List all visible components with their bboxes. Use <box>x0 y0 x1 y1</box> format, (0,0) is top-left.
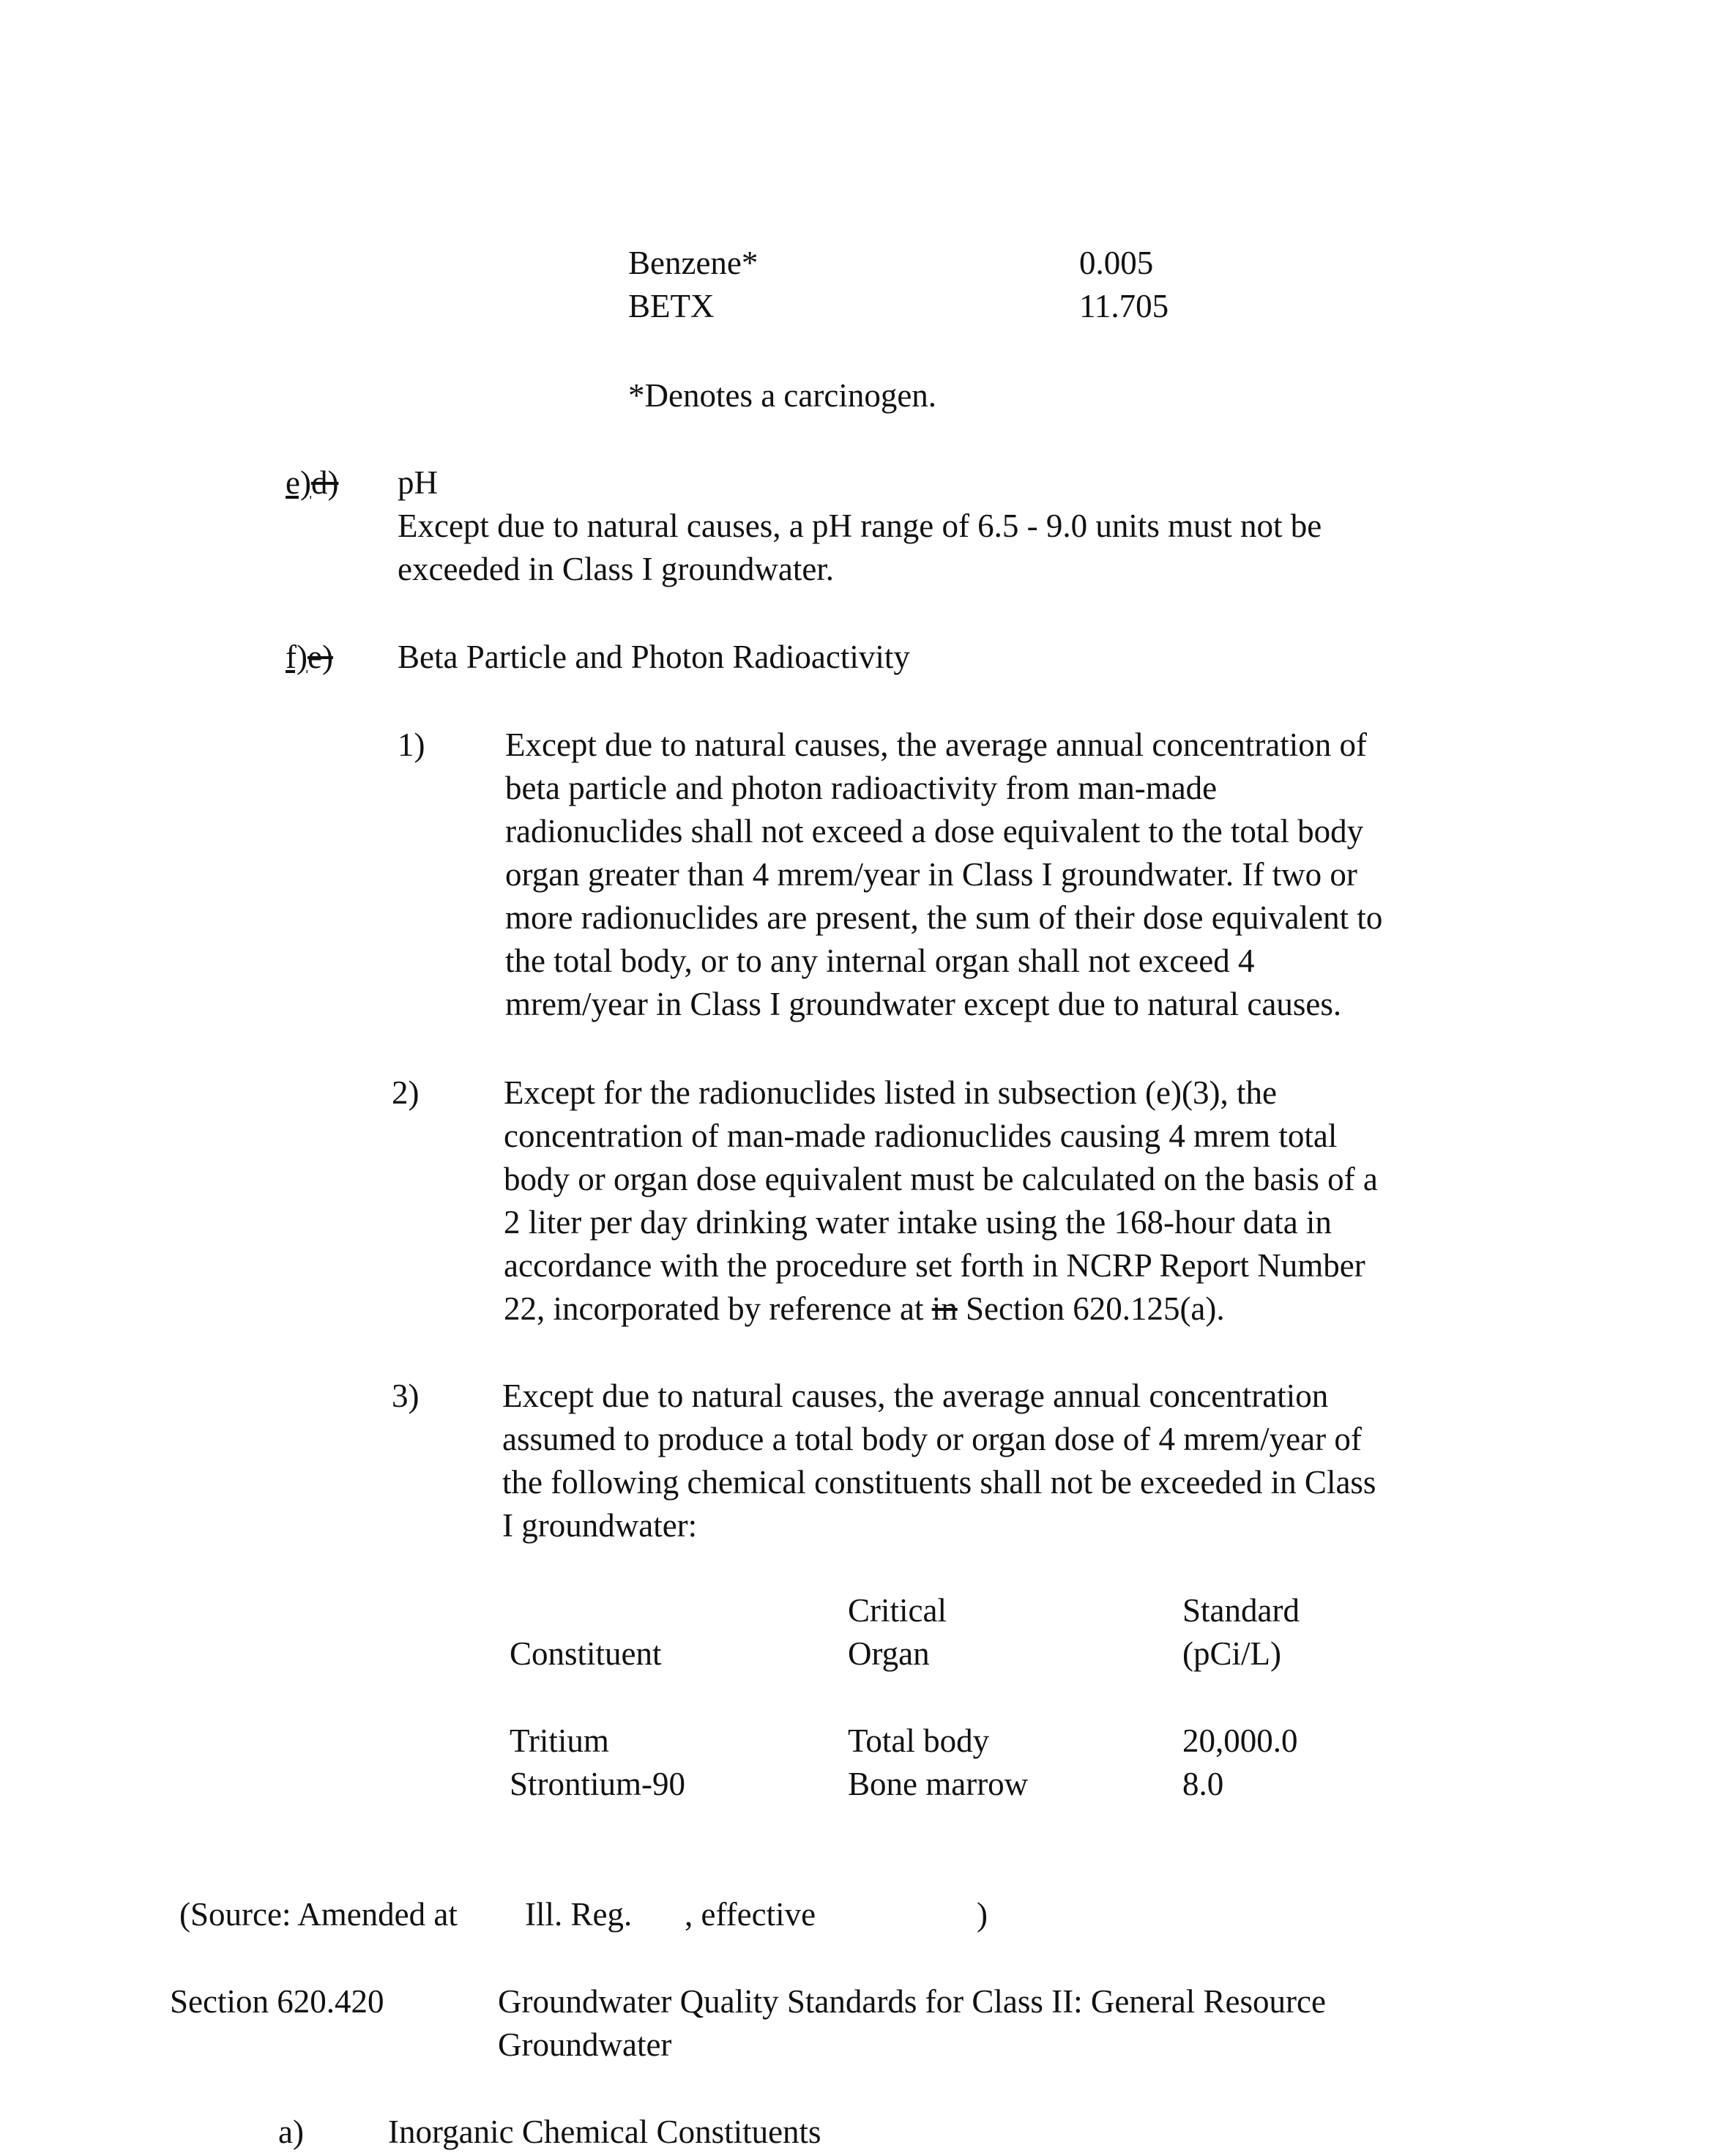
paragraph-line: the total body, or to any internal organ shall not exceed 4 <box>505 943 1255 979</box>
list-number: 2) <box>392 1074 420 1111</box>
line-start: 22, incorporated by reference at <box>504 1290 932 1327</box>
paragraph-line: more radionuclides are present, the sum of their dose equivalent to <box>505 899 1383 936</box>
list-number: 3) <box>392 1378 420 1414</box>
source-note-part3: , effective <box>685 1896 816 1933</box>
constituent-name: Benzene* <box>628 245 758 281</box>
table-cell-organ: Total body <box>848 1722 990 1759</box>
table-header-organ-line1: Critical <box>848 1592 947 1629</box>
section-title: pH <box>398 464 438 501</box>
section-heading-line: Groundwater <box>498 2026 672 2063</box>
paragraph <box>505 724 1382 1026</box>
new-label: f) <box>286 639 308 675</box>
paragraph-line: beta particle and photon radioactivity from man-made <box>505 770 1218 806</box>
struck-word: in <box>931 1290 958 1327</box>
source-note-part4: ) <box>977 1896 988 1933</box>
section-number: Section 620.420 <box>170 1983 384 2020</box>
list-number: 1) <box>398 726 425 763</box>
paragraph-line: accordance with the procedure set forth in NCRP Report Number <box>504 1247 1365 1284</box>
constituent-value: 11.705 <box>1079 288 1169 324</box>
table-header-constituent: Constituent <box>510 1635 662 1672</box>
paragraph-line: radionuclides shall not exceed a dose equivalent to the total body <box>505 813 1364 850</box>
paragraph-line: the following chemical constituents shall not be exceeded in Class <box>502 1464 1376 1501</box>
table-row <box>628 242 758 285</box>
carcinogen-footnote: *Denotes a carcinogen. <box>628 377 937 414</box>
table-cell-constituent: Strontium-90 <box>510 1766 686 1802</box>
line-end: Section 620.125(a). <box>957 1290 1225 1327</box>
table-header-standard-line2: (pCi/L) <box>1182 1635 1281 1672</box>
constituent-name: BETX <box>628 288 715 324</box>
paragraph-line: I groundwater: <box>502 1507 698 1544</box>
paragraph-line: Except for the radionuclides listed in subsection (e)(3), the <box>504 1074 1277 1111</box>
table-cell-organ: Bone marrow <box>848 1766 1029 1802</box>
new-label: e) <box>286 464 311 501</box>
section-label <box>286 461 338 505</box>
table-cell-constituent: Tritium <box>510 1722 609 1759</box>
paragraph-line: 2 liter per day drinking water intake using the 168-hour data in <box>504 1204 1332 1241</box>
paragraph-line: mrem/year in Class I groundwater except due to natural causes. <box>505 986 1342 1022</box>
paragraph-line: Except due to natural causes, a pH range of 6.5 - 9.0 units must not be <box>398 508 1322 544</box>
paragraph-line: Except due to natural causes, the average annual concentration <box>502 1378 1329 1414</box>
paragraph-line: concentration of man-made radionuclides causing 4 mrem total <box>504 1118 1338 1154</box>
paragraph <box>504 1071 1378 1331</box>
table-header-standard-line1: Standard <box>1182 1592 1300 1629</box>
paragraph-line: exceeded in Class I groundwater. <box>398 551 835 587</box>
paragraph-line: organ greater than 4 mrem/year in Class I groundwater. If two or <box>505 856 1357 893</box>
section-label <box>286 636 333 679</box>
table-header-organ-line2: Organ <box>848 1635 930 1672</box>
table-cell-standard: 20,000.0 <box>1182 1722 1298 1759</box>
source-note-part2: Ill. Reg. <box>525 1896 633 1933</box>
constituent-value: 0.005 <box>1079 245 1154 281</box>
struck-label: d) <box>310 464 339 501</box>
struck-label: e) <box>307 639 333 675</box>
table-cell-standard: 8.0 <box>1182 1766 1224 1802</box>
paragraph-line: body or organ dose equivalent must be calculated on the basis of a <box>504 1161 1378 1197</box>
paragraph-line: assumed to produce a total body or organ dose of 4 mrem/year of <box>502 1421 1362 1457</box>
subsection-title: Inorganic Chemical Constituents <box>388 2114 821 2150</box>
source-note-part1: (Source: Amended at <box>179 1896 458 1933</box>
paragraph-line <box>504 1287 1378 1331</box>
paragraph-line: Except due to natural causes, the average annual concentration of <box>505 726 1367 763</box>
section-heading-line: Groundwater Quality Standards for Class II: General Resource <box>498 1983 1326 2020</box>
paragraph <box>502 1375 1376 1547</box>
subsection-label: a) <box>278 2114 304 2150</box>
section-title: Beta Particle and Photon Radioactivity <box>398 639 910 675</box>
